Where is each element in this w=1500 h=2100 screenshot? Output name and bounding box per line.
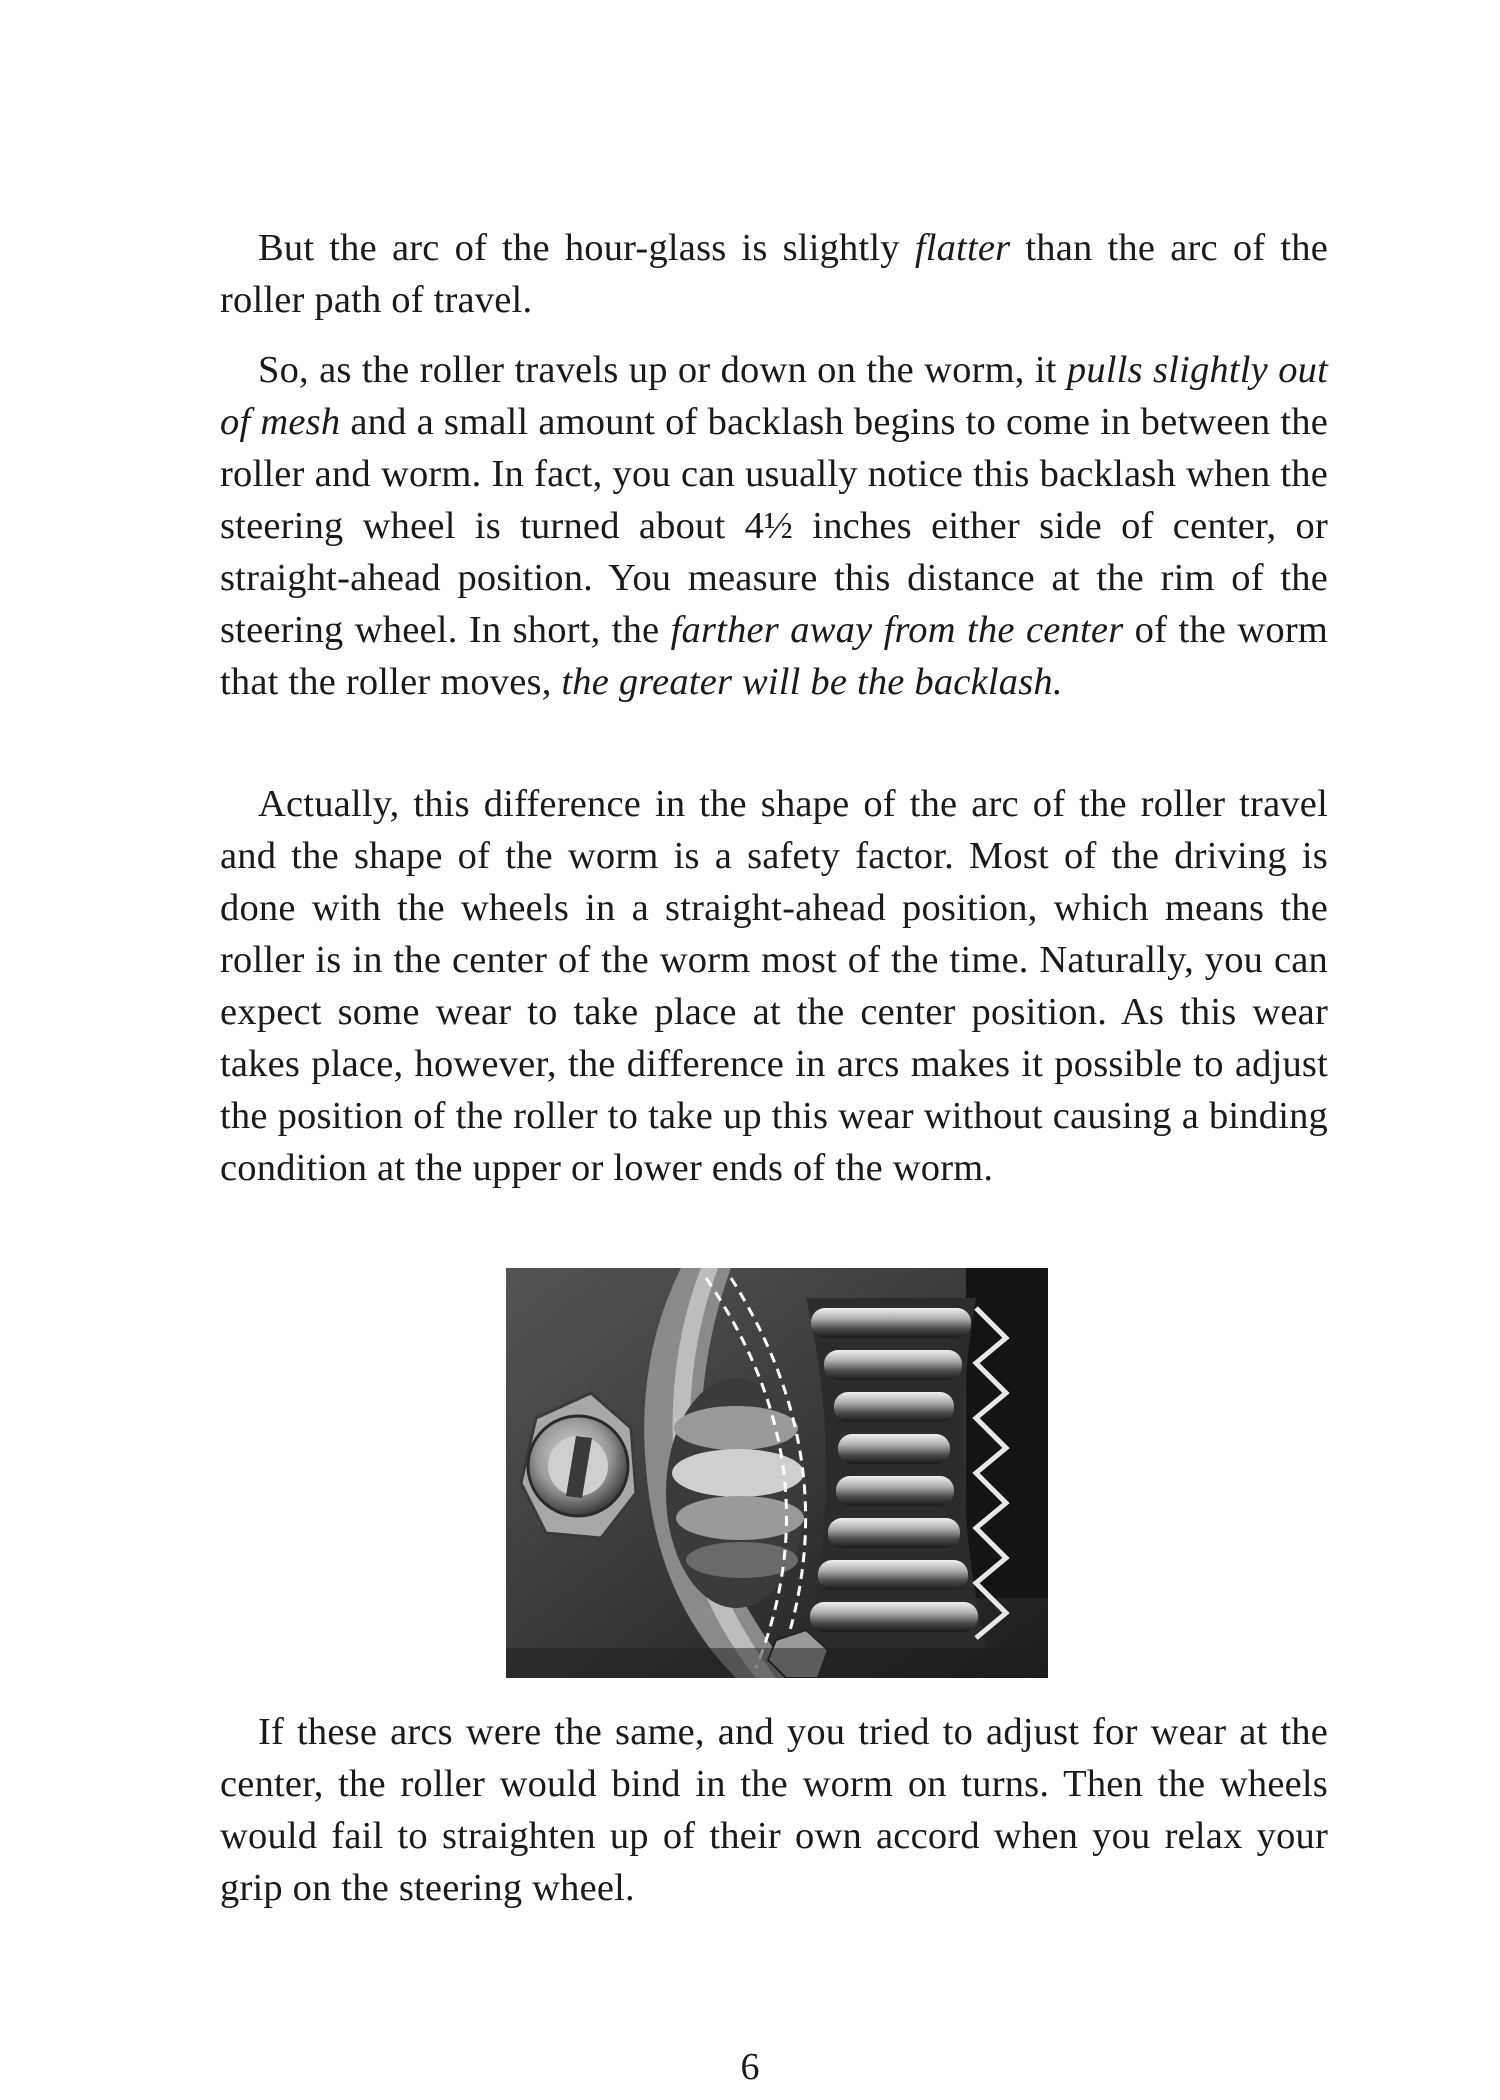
body-text: So, as the roller travels up or down on the worm, it [258, 349, 1067, 391]
body-text: and a small amount of backlash begins to come in between the roller and worm. In fact, you can usually notice this backlash when the steering wheel is turned about 4½ inches either side of center, or straight-ahead position. You measure this distance at the rim of the steering wheel. In short, the [220, 401, 1328, 651]
paragraph-4 [220, 1706, 1328, 1914]
paragraph-1 [220, 222, 1328, 326]
paragraph-2 [220, 344, 1328, 708]
emphasis-text: farther away from the center [670, 609, 1124, 651]
page-number: 6 [740, 2046, 760, 2088]
body-text: Actually, this difference in the shape of the arc of the roller travel and the shape of the worm is a safety factor. Most of the driving is done with the wheels in a straight-ahead position, which means the roller is in the center of the worm most of the time. Naturally, you can expect some wear to take place at the center position. As this wear takes place, however, the difference in arcs makes it possible to adjust the position of the roller to take up this wear without causing a binding condition at the upper or lower ends of the worm. [220, 783, 1328, 1189]
body-text: But the arc of the hour-glass is slightly [258, 227, 915, 269]
paragraph-3 [220, 778, 1328, 1194]
body-text: of the worm that the roller moves, [220, 609, 1328, 703]
worm-gear [806, 1298, 986, 1648]
emphasis-text: the greater will be the backlash. [561, 661, 1063, 703]
emphasis-text: flatter [914, 227, 1011, 269]
body-text: If these arcs were the same, and you tried to adjust for wear at the center, the roller would bind in the worm on turns. Then the wheels would fail to straighten up of their own accord when you relax your grip on the steering wheel. [220, 1711, 1328, 1909]
emphasis-text: pulls slightly out of mesh [220, 349, 1328, 443]
worm-and-roller-photo [506, 1268, 1048, 1678]
roller [666, 1378, 806, 1608]
body-text: than the arc of the roller path of travel. [220, 227, 1329, 321]
